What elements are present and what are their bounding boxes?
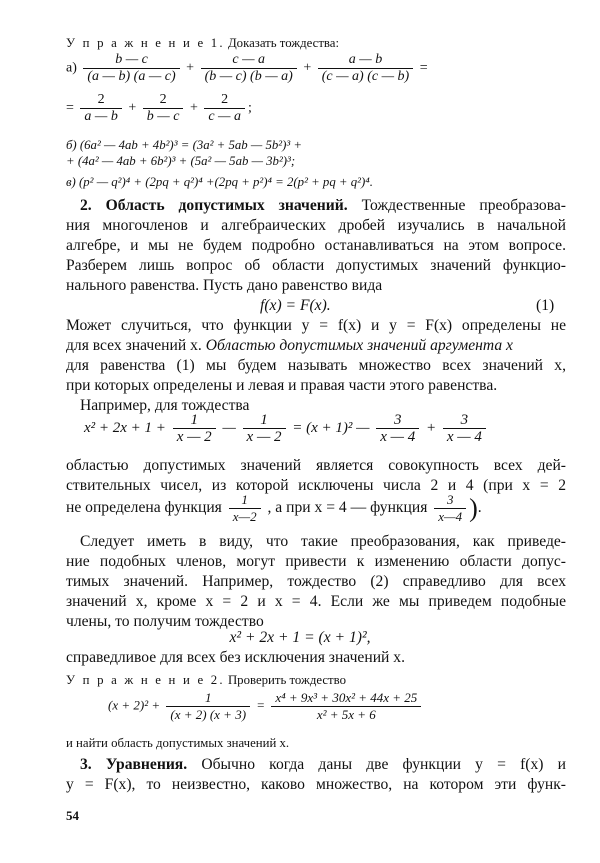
paragraph-line: при которых определены и левая и правая части этого равенства. [66,377,498,394]
paragraph-line: Может случиться, что функции y = f(x) и y = F(x) определены не [66,317,566,334]
page-number: 54 [66,808,79,823]
paragraph-line: для равенства (1) мы будем называть множество всех значений x, [66,357,566,374]
section-2-first-line: 2. Область допустимых значений. Тождественные преобразова- [80,197,566,214]
definition-line: для всех значений x. Областью допустимых значений аргумента x [66,337,513,354]
paragraph-line: Разберем лишь вопрос об области допустимых значений функцио- [66,257,566,274]
section-2-title: 2. Область допустимых значений. [80,197,348,214]
section-3-title: 3. Уравнения. [80,756,188,773]
identity-v-line: в) (p² — q²)⁴ + (2pq + q²)⁴ +(2pq + p²)⁴ = 2(p² + pq + q²)⁴. [66,175,373,189]
section-3-first-line: 3. Уравнения. Обычно когда даны две функции y = f(x) и [80,756,567,773]
identity-2: x² + 2x + 1 + $\frac{1}{x — 2}$ — $\frac{1}{x — 2}$ = (x + 1)² — $\frac{3}{x — 4}$ + $\frac{3}{x — 4}$ [84,412,489,445]
paragraph-line: справедливое для всех без исключения значений x. [66,649,405,666]
fraction: $\frac{2}{b — c}$ [143,92,184,125]
definition-term: Областью допустимых значений аргумента x [205,337,513,354]
exercise-2-identity: (x + 2)² + $\frac{1}{(x + 2) (x + 3)}$ = $\frac{\text{x⁴ + 9x³ + 30x² + 44x + 25}}{\text{x² + 5x + 6}}$ [108,690,424,723]
equation-1-number: (1) [536,297,555,314]
fraction: $\frac{b — c}{(a — b) (a — c)}$ [83,52,179,85]
identity-b-line1: б) (6a² — 4ab + 4b²)³ = (3a² + 5ab — 5b²)³ + [66,138,303,152]
paragraph-line: не определена функция $\frac{1}{x—2}$ , а при x = 4 — функция $\frac{3}{x—4}$ ). [66,491,482,524]
fraction: $\frac{c — a}{(b — c) (b — a)}$ [201,52,297,85]
identity-simplified: x² + 2x + 1 = (x + 1)², [229,629,371,646]
paragraph-line: значений x, кроме x = 2 и x = 4. Если же мы приведем подобные [66,593,566,610]
exercise-2-heading: У п р а ж н е н и е 2. Проверить тождество [66,673,346,687]
fraction: $\frac{2}{a — b}$ [80,92,121,125]
fraction: $\frac{a — b}{(c — a) (c — b)}$ [318,52,413,85]
paragraph-line: ние подобных членов, могут привести к изменению области допус- [66,553,566,570]
paragraph-line: Следует иметь в виду, что такие преобразования, как приведе- [80,533,566,550]
paragraph-line: алгебре, и мы не будем подробно останавливаться на этом вопросе. [66,237,566,254]
identity-a-row1: а) $\frac{b — c}{(a — b) (a — c)}$ + $\frac{c — a}{(b — c) (b — a)}$ + $\frac{a — b}{(c — a) (c — b)}$ = [66,52,428,84]
equation-1: f(x) = F(x). [260,297,331,314]
paragraph-line: областью допустимых значений является совокупность всех дей- [66,457,566,474]
paragraph-line: ния многочленов и алгебраических дробей изучались в начальной [66,217,566,234]
paragraph-line: нального равенства. Пусть дано равенство вида [66,277,383,294]
exercise-1-heading: У п р а ж н е н и е 1. Доказать тождества: [66,36,340,50]
identity-b-line2: + (4a² — 4ab + 6b²)³ + (5a² — 5ab — 3b²)³; [66,154,296,168]
paragraph-line: члены, то получим тождество [66,613,264,630]
fraction: $\frac{2}{c — a}$ [204,92,245,125]
exercise-2-task: и найти область допустимых значений x. [66,736,290,750]
paragraph-line: Например, для тождества [80,397,250,414]
paragraph-line: тимых значений. Например, тождество (2) справедливо для всех [66,573,566,590]
paragraph-line: ствительных чисел, из которой исключены числа 2 и 4 (при x = 2 [66,477,566,494]
paragraph-line: y = F(x), то неизвестно, каково множество, на котором эти функ- [66,776,566,793]
identity-a-row2: = $\frac{2}{a — b}$ + $\frac{2}{b — c}$ + $\frac{2}{c — a}$ ; [66,92,252,124]
